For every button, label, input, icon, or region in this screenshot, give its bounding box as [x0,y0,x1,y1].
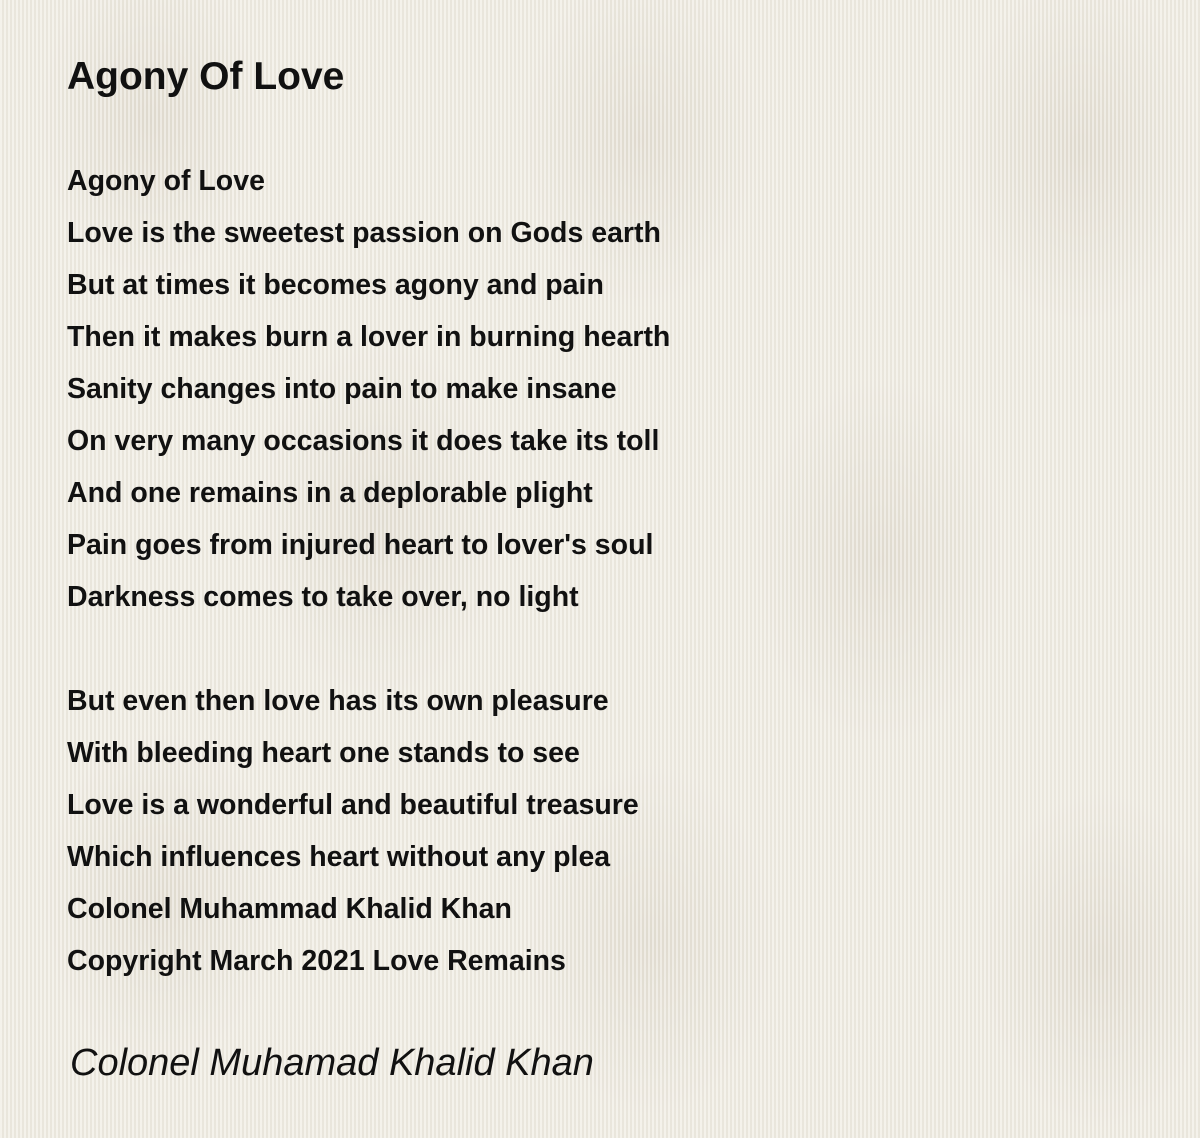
poem-line: Love is the sweetest passion on Gods earth [67,217,661,249]
poem-body [67,155,1147,987]
poem-line: Then it makes burn a lover in burning hearth [67,321,671,353]
poem-credit-line: Colonel Muhammad Khalid Khan [67,893,512,925]
author-name: Colonel Muhamad Khalid Khan [70,1042,594,1084]
poem-title: Agony Of Love [67,55,345,98]
poem-line: On very many occasions it does take its toll [67,425,660,457]
stanza-break [67,623,1147,675]
poem-card [67,54,1147,987]
stanza-2 [67,675,1147,987]
poem-line: With bleeding heart one stands to see [67,737,580,769]
poem-line: Agony of Love [67,165,265,197]
poem-line: Darkness comes to take over, no light [67,581,579,613]
poem-line: Sanity changes into pain to make insane [67,373,617,405]
poem-line: Pain goes from injured heart to lover's soul [67,529,654,561]
poem-line: Which influences heart without any plea [67,841,611,873]
poem-line: Love is a wonderful and beautiful treasure [67,789,639,821]
poem-line: And one remains in a deplorable plight [67,477,593,509]
poem-line: But even then love has its own pleasure [67,685,609,717]
stanza-1 [67,155,1147,623]
poem-line: But at times it becomes agony and pain [67,269,604,301]
copyright-line: Copyright March 2021 Love Remains [67,945,566,977]
